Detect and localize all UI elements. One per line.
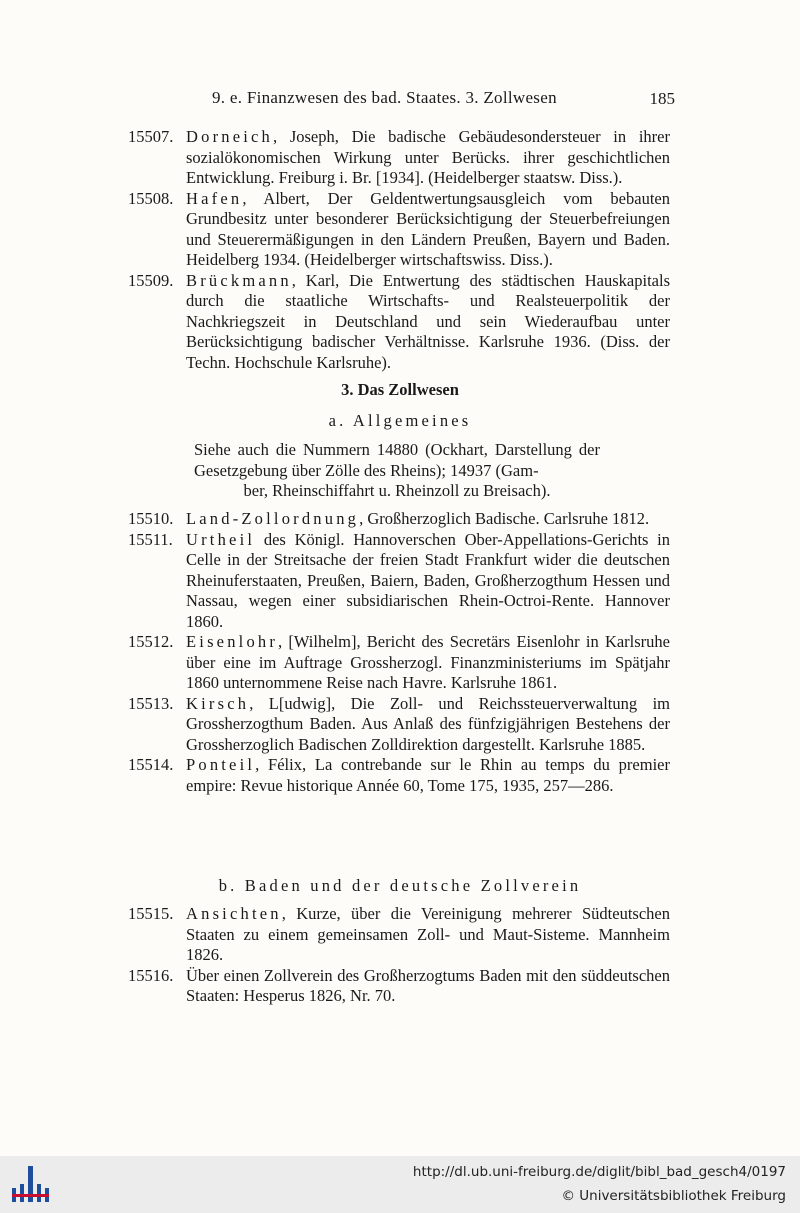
entries-group-a (128, 509, 670, 796)
bibliography-entry (128, 904, 670, 966)
entry-text (186, 530, 670, 633)
entry-author: Brückmann (186, 270, 292, 290)
entry-body: , Félix, La contrebande sur le Rhin au temps du premier empire: Revue historique Année 60, Tome 175, 1935, 257—286. (186, 755, 670, 795)
bibliography-entry (128, 189, 670, 271)
subsection-title-b: b. Baden und der deutsche Zollverein (218, 876, 582, 895)
bibliography-entry (128, 694, 670, 756)
entry-number: 15508. (128, 188, 174, 208)
entry-author: Kirsch (186, 693, 250, 713)
copyright-text: © Universitätsbibliothek Freiburg (561, 1188, 786, 1204)
bibliography-entry (128, 530, 670, 633)
entry-text (186, 904, 670, 966)
entry-number: 15510. (128, 509, 174, 528)
entry-text (186, 966, 670, 1007)
entry-author: Ansichten (186, 904, 282, 923)
entry-body: , [Wilhelm], Bericht des Secretärs Eisenlohr in Karlsruhe über eine im Auftrage Grossherzogl. Finanzministeriums im Spätjahr 1860 unternommene Reise nach Havre. Karlsruhe 1861. (186, 632, 670, 692)
entry-author: Hafen (186, 188, 243, 208)
bibliography-entry (128, 127, 670, 189)
bibliography-entry (128, 271, 670, 374)
entry-text (186, 127, 670, 189)
entry-number: 15516. (128, 965, 174, 985)
entry-author: Ponteil (186, 755, 256, 774)
entry-text (186, 271, 670, 374)
bibliography-entry (128, 509, 670, 530)
entry-author: Urtheil (186, 529, 256, 549)
entry-body: , Kurze, über die Vereinigung mehrerer Südteutschen Staaten zu einem gemeinsamen Zoll- und Maut-Sisteme. Mannheim 1826. (186, 904, 670, 964)
bibliography-entry (128, 755, 670, 796)
subsection-title-a: a. Allgemeines (328, 411, 472, 430)
entry-body: , Karl, Die Entwertung des städtischen Hauskapitals durch die staatliche Wirtschafts- und Realsteuerpolitik der Nachkriegszeit in Deutschland und sein Wiederaufbau unter Berücksichtigung badischer Verhältnisse. Karlsruhe 1936. (Diss. der Techn. Hochschule Karlsruhe). (186, 270, 670, 372)
entry-text (186, 189, 670, 271)
ub-freiburg-logo-icon (10, 1164, 52, 1206)
entry-author: Dorneich (186, 127, 273, 146)
entry-text (186, 694, 670, 756)
entry-text (186, 755, 670, 796)
running-head: 9. e. Finanzwesen des bad. Staates. 3. Zollwesen (212, 88, 557, 107)
see-also-text-last: ber, Rheinschiffahrt u. Rheinzoll zu Breisach). (243, 481, 551, 500)
entries-group-b (128, 904, 670, 1007)
entry-body: des Königl. Hannoverschen Ober-Appellations-Gerichts in Celle in der Streitsache der freien Stadt Frankfurt wider die deutschen Rheinuferstaaten, Preußen, Baiern, Baden, Großherzogthum Hessen und Nassau, wegen einer subsidiarischen Rhein-Octroi-Rente. Hannover 1860. (186, 529, 670, 631)
entry-number: 15507. (128, 127, 174, 146)
bibliography-entry (128, 966, 670, 1007)
entry-number: 15514. (128, 755, 174, 774)
entry-text (186, 509, 670, 530)
entry-number: 15513. (128, 693, 174, 713)
viewer-footer (0, 1156, 800, 1213)
entry-body: , Joseph, Die badische Gebäudesondersteuer in ihrer sozialökonomischen Wirkung unter Berücks. ihrer geschichtlichen Entwicklung. Freiburg i. Br. [1934]. (Heidelberger staatsw. Diss.). (186, 127, 670, 187)
entry-body: , Albert, Der Geldentwertungsausgleich vom bebauten Grundbesitz unter besonderer Berücksichtigung der Steuerbefreiungen und Steuerermäßigungen in den Ländern Preußen, Bayern und Baden. Heidelberg 1934. (Heidelberger wirtschaftswiss. Diss.). (186, 188, 670, 269)
section-title: 3. Das Zollwesen (341, 380, 459, 399)
entry-number: 15511. (128, 529, 173, 549)
entries-group-top (128, 127, 670, 373)
entry-number: 15509. (128, 270, 174, 290)
entry-text (186, 632, 670, 694)
bibliography-entry (128, 632, 670, 694)
entry-author: Eisenlohr (186, 632, 279, 651)
page-number: 185 (649, 89, 675, 108)
entry-number: 15512. (128, 632, 174, 651)
entry-number: 15515. (128, 904, 174, 923)
entry-body: , L[udwig], Die Zoll- und Reichssteuerverwaltung im Grossherzogthum Baden. Aus Anlaß des fünfzigjährigen Bestehens der Grossherzoglich Badischen Zolldirektion dargestellt. Karlsruhe 1885. (186, 693, 670, 754)
see-also-text: Siehe auch die Nummern 14880 (Ockhart, Darstellung der Gesetzgebung über Zölle des Rheins); 14937 (Gam- (194, 440, 600, 480)
permalink-link[interactable]: http://dl.ub.uni-freiburg.de/diglit/bibl_bad_gesch4/0197 (412, 1164, 786, 1180)
entry-author: Land-Zollordnung (186, 509, 360, 528)
entry-body: Über einen Zollverein des Großherzogtums Baden mit den süddeutschen Staaten: Hesperus 1826, Nr. 70. (186, 965, 670, 1005)
entry-body: , Großherzoglich Badische. Carlsruhe 1812. (359, 509, 650, 528)
see-also-note (194, 440, 600, 502)
